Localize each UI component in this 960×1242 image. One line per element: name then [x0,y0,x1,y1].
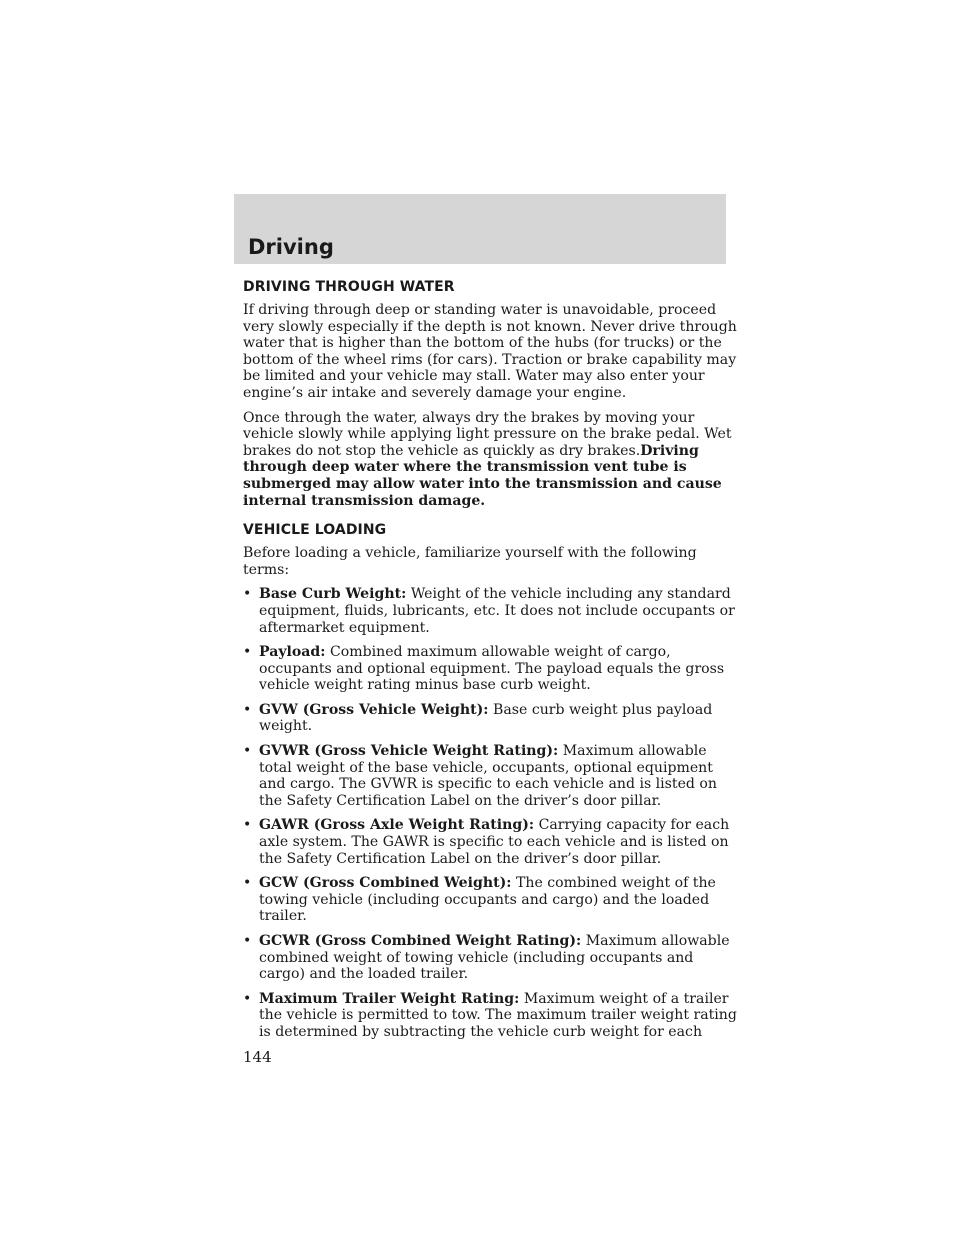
transmission-warning: Driving through deep water where the transmission vent tube is submerged may allow water into the transmission and cause internal transmission damage. [243,442,722,509]
list-item [243,933,743,983]
term-definition: Maximum allowable total weight of the base vehicle, occupants, optional equipment and cargo. The GVWR is specific to each vehicle and is listed on the Safety Certification Label on the driver’s door pillar. [259,743,717,809]
list-item [243,586,743,636]
bullet-icon: • [243,990,252,1007]
term-label: Base Curb Weight: [259,586,407,603]
list-item [243,875,743,925]
bullet-icon: • [243,875,252,892]
term-definition: Base curb weight plus payload weight. [259,701,713,735]
term-label: Maximum Trailer Weight Rating: [259,990,520,1007]
list-item [243,702,743,735]
page-number: 144 [243,1048,272,1066]
term-label: GVW (Gross Vehicle Weight): [259,701,489,718]
term-label: Payload: [259,644,326,661]
list-item [243,991,743,1041]
paragraph-water-intro: If driving through deep or standing water is unavoidable, proceed very slowly especially if the depth is not known. Never drive through water that is higher than the bottom of the hubs (for trucks) or the bottom of the wheel rims (for cars). Traction or brake capability may be limited and your vehicle may stall. Water may also enter your engine’s air intake and severely damage your engine. [243,302,737,401]
page-content [243,278,743,1049]
term-label: GVWR (Gross Vehicle Weight Rating): [259,743,559,760]
list-item [243,817,743,867]
list-item [243,743,743,809]
term-definition: The combined weight of the towing vehicle (including occupants and cargo) and the loaded trailer. [259,875,716,925]
heading-driving-through-water: DRIVING THROUGH WATER [243,279,455,295]
term-definition: Maximum weight of a trailer the vehicle is permitted to tow. The maximum trailer weight rating is determined by subtracting the vehicle curb weight for each [259,990,737,1040]
paragraph-loading-intro: Before loading a vehicle, familiarize yourself with the following terms: [243,545,697,578]
term-definition: Carrying capacity for each axle system. The GAWR is specific to each vehicle and is listed on the Safety Certification Label on the driver’s door pillar. [259,817,730,867]
bullet-icon: • [243,701,252,718]
term-definition: Weight of the vehicle including any standard equipment, fluids, lubricants, etc. It does not include occupants or aftermarket equipment. [259,586,735,636]
bullet-icon: • [243,586,252,603]
term-label: GCWR (Gross Combined Weight Rating): [259,933,582,949]
section-title: Driving [248,235,334,259]
term-definition: Maximum allowable combined weight of towing vehicle (including occupants and cargo) and the loaded trailer. [259,933,730,983]
bullet-icon: • [243,817,252,834]
paragraph-dry-brakes [243,410,743,510]
term-definition: Combined maximum allowable weight of cargo, occupants and optional equipment. The payload equals the gross vehicle weight rating minus base curb weight. [259,644,725,694]
dry-brakes-text: Once through the water, always dry the brakes by moving your vehicle slowly while applying light pressure on the brake pedal. Wet brakes do not stop the vehicle as quickly as dry brakes. [243,409,732,459]
bullet-icon: • [243,743,252,760]
heading-vehicle-loading: VEHICLE LOADING [243,522,387,539]
term-label: GAWR (Gross Axle Weight Rating): [259,817,535,834]
terms-list [243,586,743,1040]
list-item [243,644,743,694]
bullet-icon: • [243,933,252,949]
term-label: GCW (Gross Combined Weight): [259,875,512,892]
bullet-icon: • [243,644,252,661]
